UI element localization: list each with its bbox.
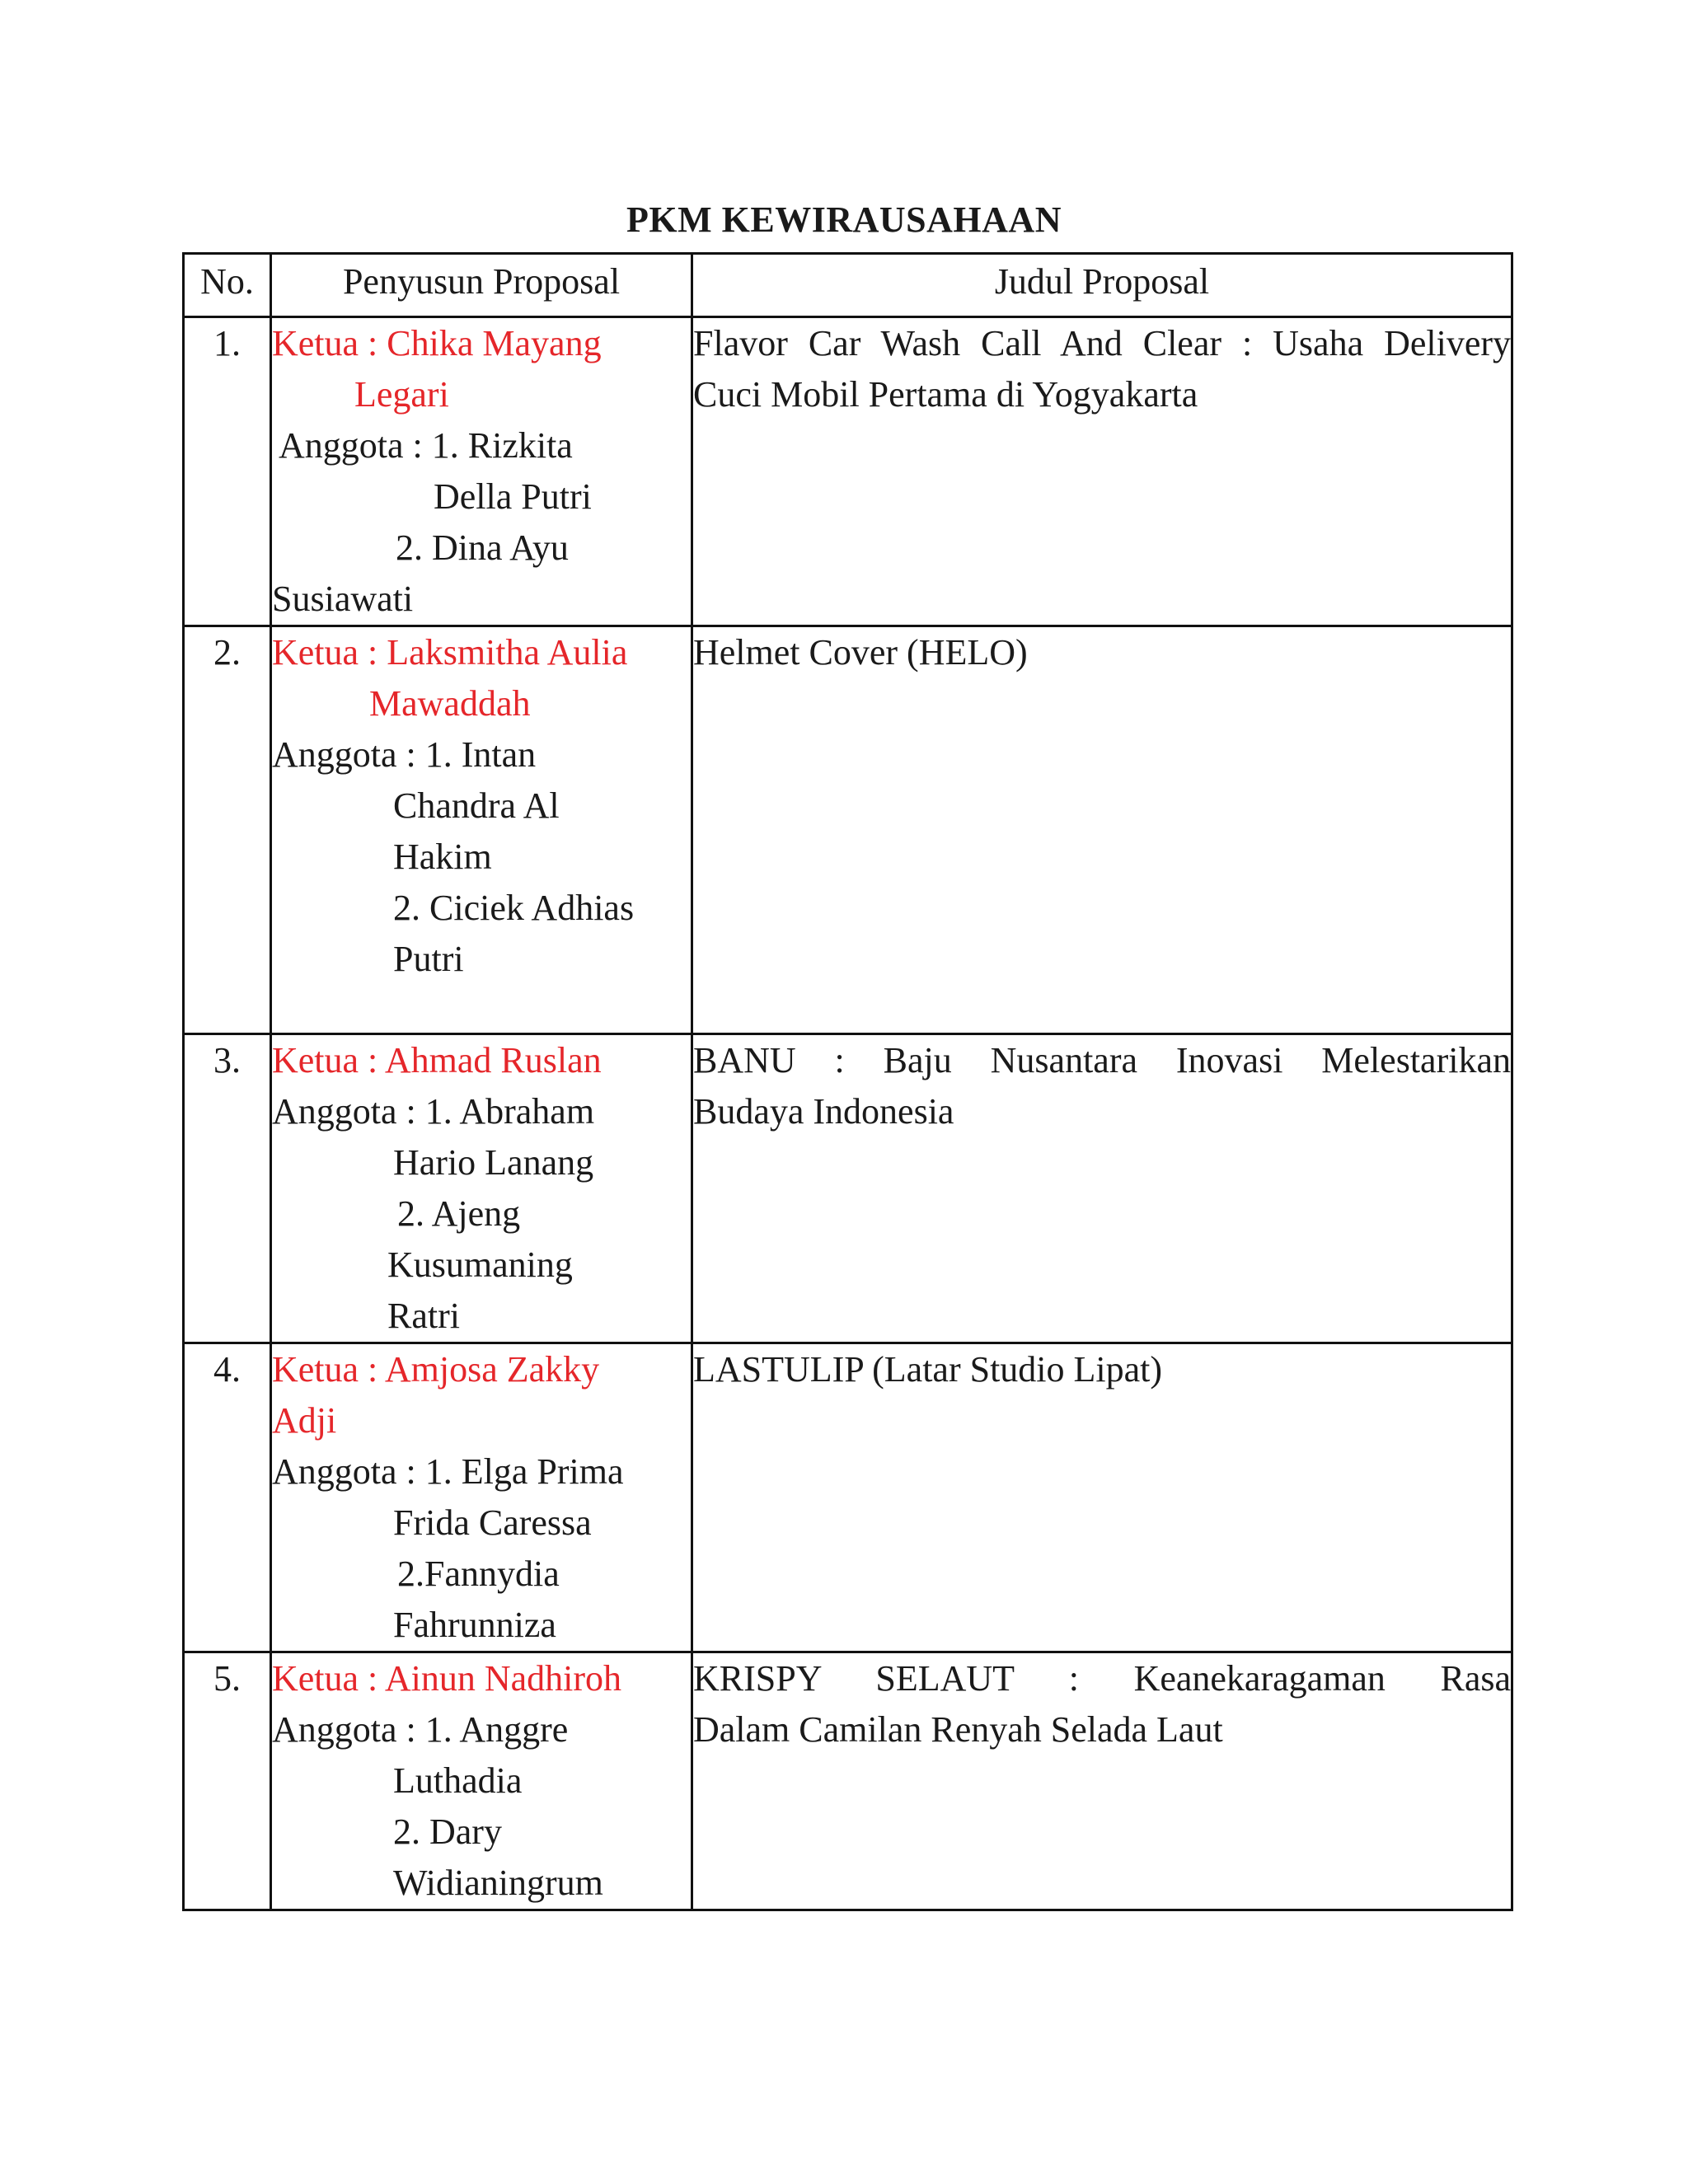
- ketua-line: Ketua : Ahmad Ruslan: [272, 1040, 602, 1080]
- penyusun-cell: [271, 1034, 692, 1343]
- penyusun-cell: [271, 626, 692, 1034]
- anggota-line: Widianingrum: [393, 1863, 603, 1903]
- ketua-line: Ketua : Laksmitha Aulia: [272, 632, 628, 673]
- penyusun-cell: [271, 1652, 692, 1910]
- anggota-line: 2.Fannydia: [397, 1554, 560, 1594]
- row-number: 1.: [184, 317, 271, 626]
- anggota-line: 2. Ajeng: [397, 1193, 521, 1234]
- judul-cell: [692, 317, 1512, 626]
- anggota-line: Anggota : 1. Abraham: [272, 1091, 595, 1132]
- anggota-line: Luthadia: [393, 1760, 523, 1801]
- header-no: No.: [184, 254, 271, 317]
- judul-line: Cuci Mobil Pertama di Yogyakarta: [693, 374, 1198, 415]
- ketua-line: Legari: [354, 374, 449, 415]
- judul-cell: [692, 626, 1512, 1034]
- judul-line: KRISPY SELAUT : Keanekaragaman Rasa: [693, 1658, 1511, 1699]
- table-row: [184, 1652, 1512, 1910]
- anggota-line: Anggota : 1. Elga Prima: [272, 1451, 624, 1492]
- ketua-line: Ketua : Chika Mayang: [272, 323, 602, 363]
- judul-cell: [692, 1034, 1512, 1343]
- anggota-line: Ratri: [387, 1296, 460, 1336]
- judul-line: Dalam Camilan Renyah Selada Laut: [693, 1709, 1223, 1750]
- table-row: [184, 1343, 1512, 1652]
- judul-cell: [692, 1343, 1512, 1652]
- ketua-line: Ketua : Amjosa Zakky: [272, 1349, 600, 1390]
- header-judul: Judul Proposal: [692, 254, 1512, 317]
- judul-line: Flavor Car Wash Call And Clear : Usaha Delivery: [693, 323, 1511, 363]
- ketua-line: Ketua : Ainun Nadhiroh: [272, 1658, 622, 1699]
- ketua-line: Mawaddah: [369, 683, 531, 724]
- anggota-line: Anggota : 1. Rizkita: [279, 425, 573, 466]
- row-number: 5.: [184, 1652, 271, 1910]
- penyusun-cell: [271, 1343, 692, 1652]
- proposal-table: [182, 252, 1513, 1911]
- penyusun-cell: [271, 317, 692, 626]
- row-number: 4.: [184, 1343, 271, 1652]
- judul-line: Helmet Cover (HELO): [693, 632, 1028, 673]
- anggota-line: Fahrunniza: [393, 1605, 556, 1645]
- anggota-line: Susiawati: [272, 579, 414, 619]
- anggota-line: Putri: [393, 939, 464, 979]
- anggota-line: Kusumaning: [387, 1244, 573, 1285]
- judul-cell: [692, 1652, 1512, 1910]
- anggota-line: Hario Lanang: [393, 1142, 594, 1183]
- table-row: [184, 317, 1512, 626]
- ketua-line: Adji: [272, 1400, 337, 1441]
- anggota-line: Chandra Al: [393, 785, 560, 826]
- table-header-row: [184, 254, 1512, 317]
- anggota-line: Frida Caressa: [393, 1502, 592, 1543]
- anggota-line: Hakim: [393, 837, 492, 877]
- judul-line: Budaya Indonesia: [693, 1091, 954, 1132]
- anggota-line: 2. Dina Ayu: [396, 527, 569, 568]
- header-penyusun: Penyusun Proposal: [271, 254, 692, 317]
- anggota-line: Della Putri: [434, 476, 592, 517]
- table-row: [184, 1034, 1512, 1343]
- anggota-line: 2. Ciciek Adhias: [393, 888, 635, 928]
- judul-line: BANU : Baju Nusantara Inovasi Melestarikan: [693, 1040, 1511, 1080]
- anggota-line: Anggota : 1. Anggre: [272, 1709, 569, 1750]
- row-number: 3.: [184, 1034, 271, 1343]
- judul-line: LASTULIP (Latar Studio Lipat): [693, 1349, 1163, 1390]
- page-title: PKM KEWIRAUSAHAAN: [626, 199, 1062, 240]
- table-row: [184, 626, 1512, 1034]
- anggota-line: Anggota : 1. Intan: [272, 734, 537, 775]
- row-number: 2.: [184, 626, 271, 1034]
- anggota-line: 2. Dary: [393, 1811, 502, 1852]
